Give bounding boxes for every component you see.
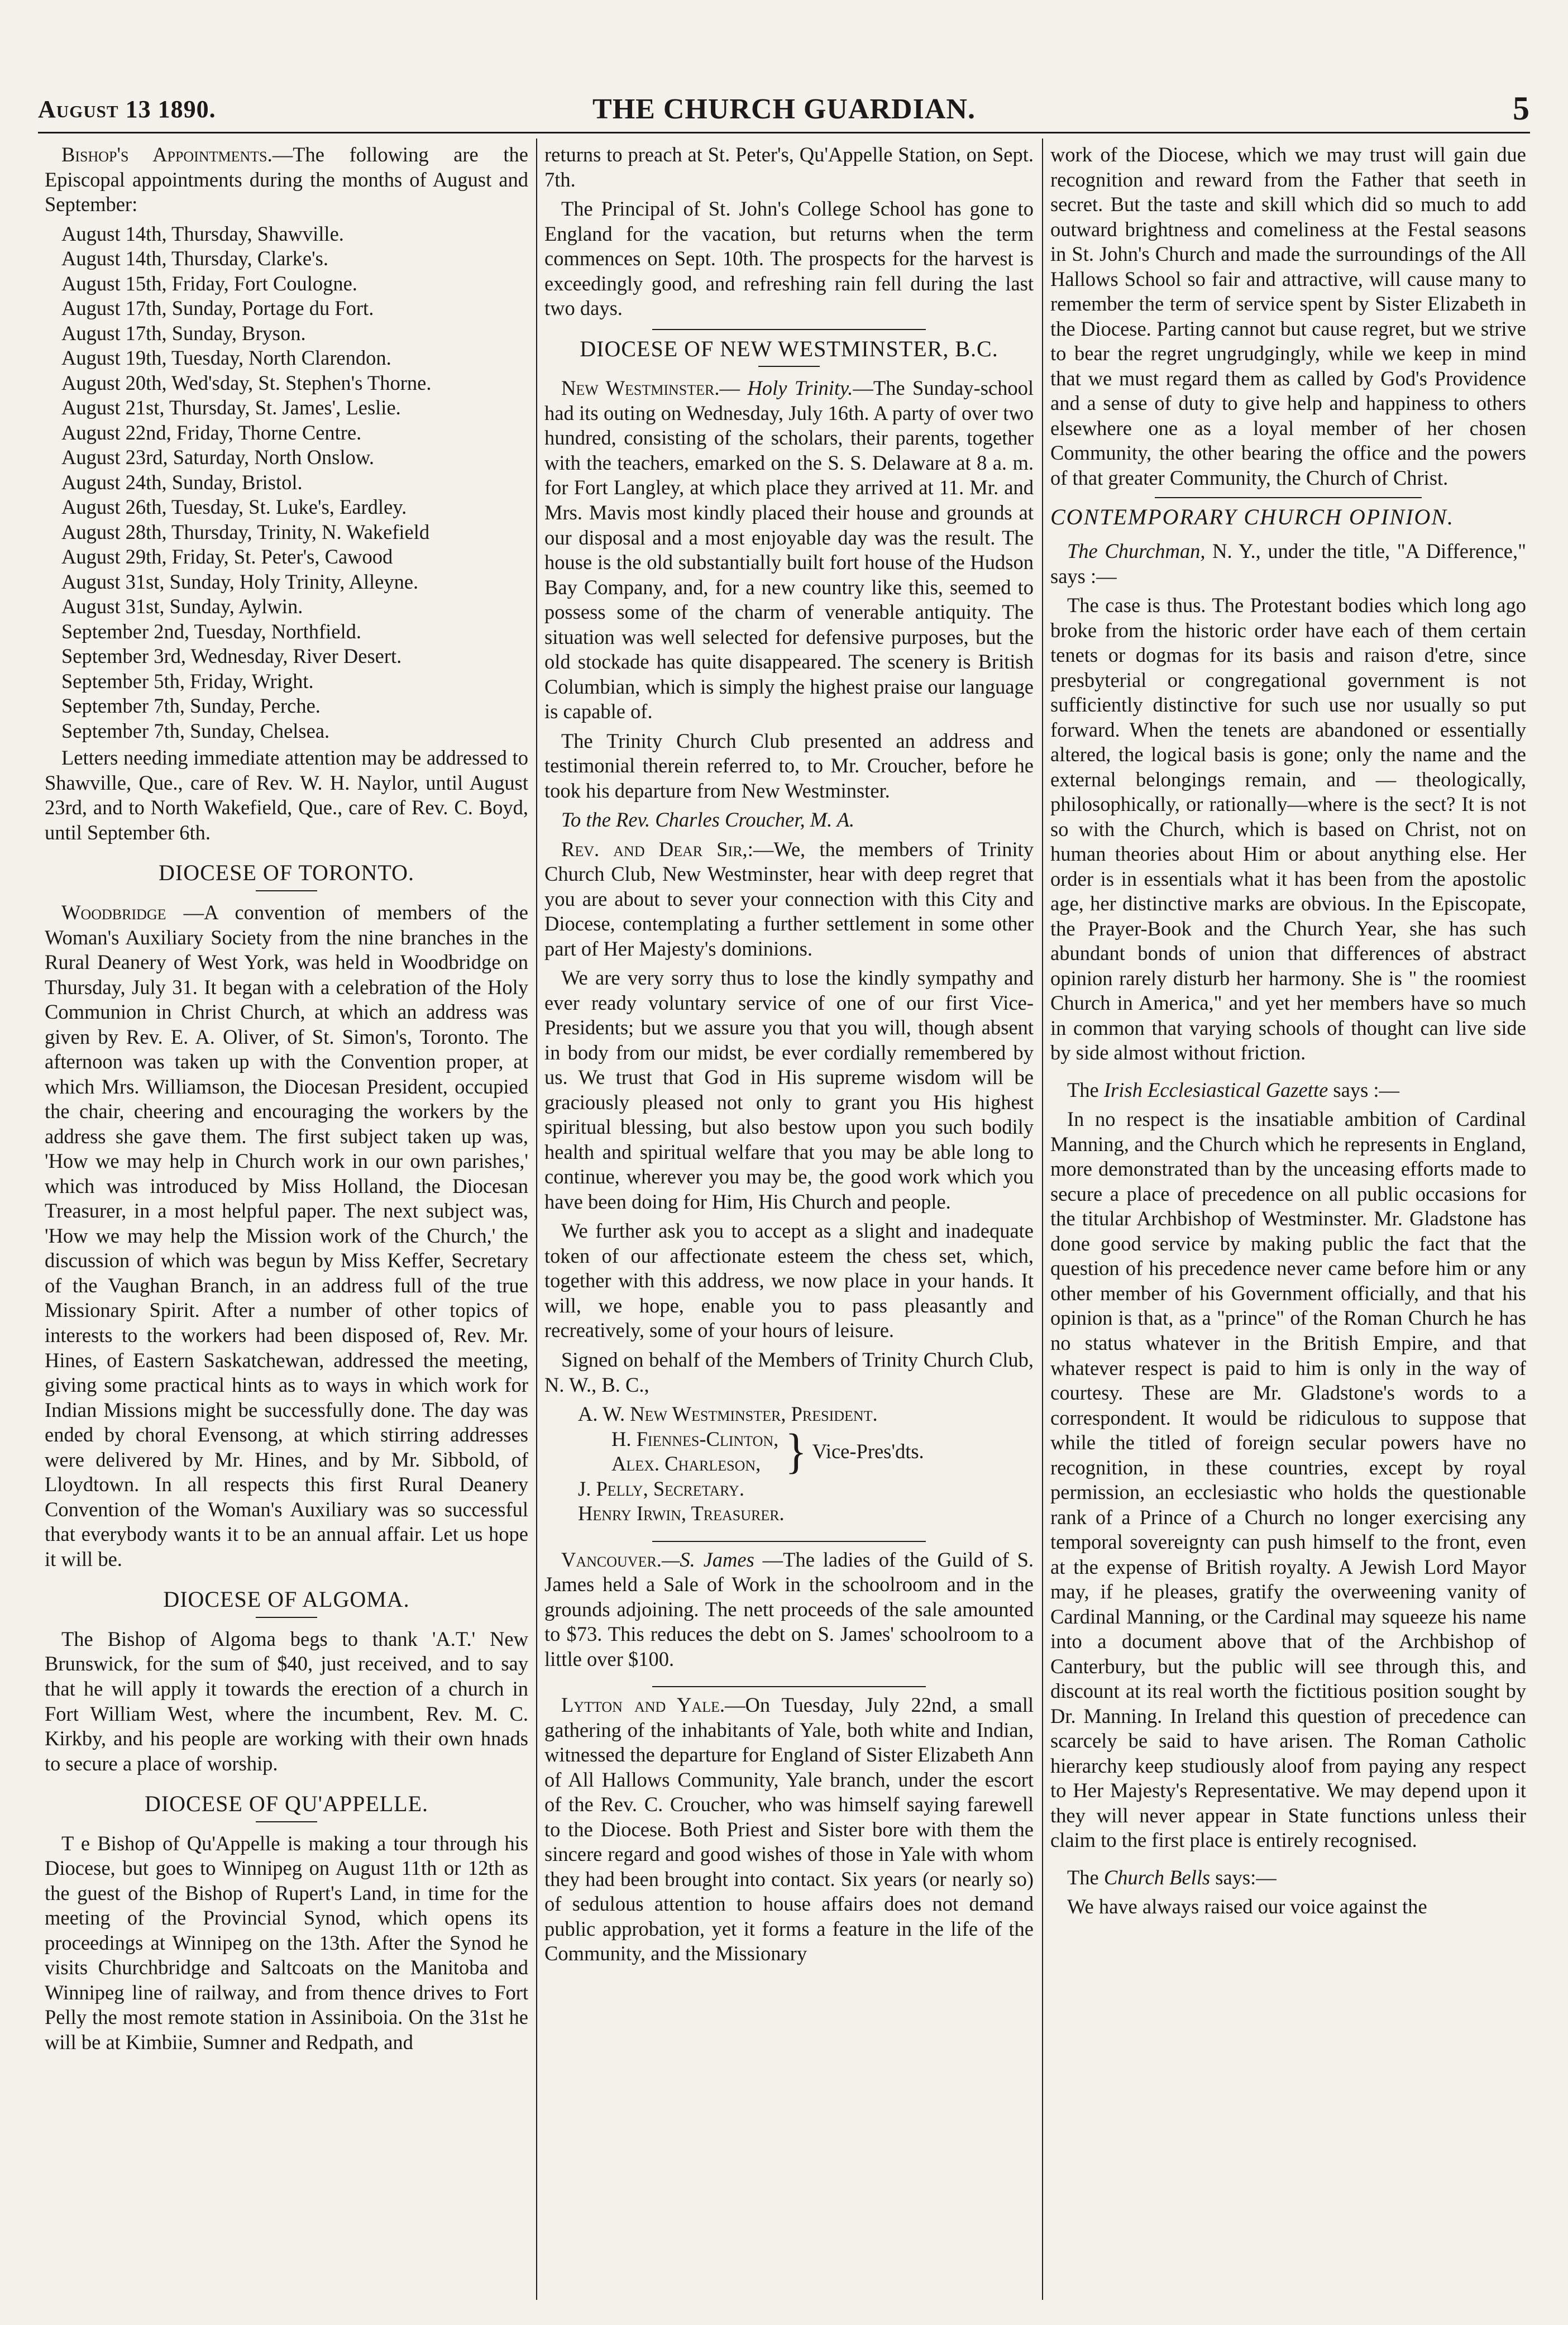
appointment-item: August 22nd, Friday, Thorne Centre.	[61, 421, 362, 444]
appointments-intro	[45, 142, 528, 217]
column-3	[1050, 142, 1526, 2303]
address-para-2: We are very sorry thus to lose the kindly sympathy and ever ready voluntary service of one of our first Vice-Presidents; but we assure you that you will, though absent in body from our midst, be ever cordially remembered by us. We trust that God in His supreme wisdom will be graciously pleased not only to grant you His highest spiritual blessing, but also bestow upon you such bodily health and spiritual welfare that you may be able long to continue, wherever you may be, the good work which you have been doing for Him, His Church and people.	[544, 966, 1034, 1213]
lytton-lead: Lytton and Yale.	[561, 1693, 725, 1717]
irish-intro-text: says :—	[1328, 1078, 1400, 1101]
divider	[256, 890, 317, 891]
signatories	[544, 1402, 1034, 1526]
appointment-item: September 7th, Sunday, Perche.	[61, 694, 321, 718]
signatory-vp-1: H. Fiennes-Clinton,	[611, 1427, 779, 1450]
header-rule	[38, 132, 1530, 133]
heading-algoma: DIOCESE OF ALGOMA.	[163, 1587, 410, 1612]
divider	[652, 1686, 926, 1687]
appointment-item: August 26th, Tuesday, St. Luke's, Eardley.	[61, 495, 407, 519]
column-1	[45, 142, 528, 2303]
signatory-president: A. W. New Westminster, President.	[578, 1402, 878, 1426]
signatory-vp-2: Alex. Charleson,	[611, 1452, 761, 1476]
appointment-item: August 29th, Friday, St. Peter's, Cawood	[61, 545, 393, 569]
irish-gazette-quote: In no respect is the insatiable ambition of Cardinal Manning, and the Church which he represents in England, more demonstrated than by the unceasing efforts made to secure a place of precedence on all public occasions for the titular Archbishop of Westminster. Mr. Gladstone has done good service by making public the fact that the question of his precedence never came before him or any other member of his Government officially, and that his opinion is that, as a "prince" of the Roman Church he has no status whatever in the British Empire, and that whatever respect is paid to him is only in the way of courtesy. These are Mr. Gladstone's words to a correspondent. It would be ridiculous to suppose that while the titled of foreign secular powers have no recognition, in these countries, except by royal permission, an ecclesiastic who holds the questionable rank of a Prince of a Church no longer exercising any temporal sovereignty can push himself to the front, even at the expense of British royalty. A Jewish Lord Mayor may, if he pleases, gratify the overweening vanity of Cardinal Manning, or the Cardinal may squeeze his name into a document above that of the Archbishop of Canterbury, but the public will see through this, and discount at its real worth the fictitious position sought by Dr. Manning. In Ireland this question of precedence can scarcely be said to have arisen. The Roman Catholic hierarchy keep studiously aloof from paying any respect to Her Majesty's Representative. We may depend upon it they will never appear in State functions unless their claim to the first place is entirely recognised.	[1050, 1107, 1526, 1852]
woodbridge-text: —A convention of members of the Woman's Auxiliary Society from the nine branches in the Rural Deanery of West York, was held in Woodbridge on Thursday, July 31. It began with a celebration of the Holy Communion in Christ Church, at which an address was given by Rev. E. A. Oliver, of St. Simon's, Toronto. The afternoon was taken up with the Convention proper, at which Mrs. Williamson, the Diocesan President, occupied the chair, cheering and encouraging the workers by the address she gave them. The first subject taken up was, 'How we may help in Church work in our own parishes,' which was introduced by Miss Holland, the Diocesan Treasurer, in a most helpful paper. The next subject was, 'How we may help the Mission work of the Church,' the discussion of which was begun by Miss Keffer, Secretary of the Vaughan Branch, in an address full of the true Missionary Spirit. After a number of other topics of interests to the workers had been disposed of, Rev. Mr. Hines, of Eastern Saskatchewan, addressed the meeting, giving some practical hints as to ways in which work for Indian Missions might be successfully done. The day was ended by choral Evensong, at which stirring addresses were delivered by Mr. Hines, and by Mr. Sibbold, of Lloydtown. In all respects this first Rural Deanery Convention of the Woman's Auxiliary was so successful that everybody wants it to be an annual affair. Let us hope it will be.	[45, 901, 528, 1570]
column-rule-1	[536, 139, 537, 2300]
churchman-name: The Churchman,	[1067, 540, 1206, 563]
churchman-intro	[1050, 539, 1526, 589]
appointment-item: September 3rd, Wednesday, River Desert.	[61, 644, 402, 668]
churchman-intro-text: N. Y., under the title, "A Difference," says :—	[1050, 540, 1526, 588]
appointment-item: September 7th, Sunday, Chelsea.	[61, 719, 330, 742]
appointment-item: August 21st, Thursday, St. James', Leslie.	[61, 396, 401, 419]
appointment-item: August 24th, Sunday, Bristol.	[61, 470, 303, 494]
bells-intro-text: says:—	[1210, 1865, 1277, 1889]
appointment-item: August 14th, Thursday, Clarke's.	[61, 247, 328, 270]
column-rule-2	[1042, 139, 1043, 2300]
signatory-treasurer: Henry Irwin, Treasurer.	[578, 1502, 785, 1525]
churchman-quote: The case is thus. The Protestant bodies which long ago broke from the historic order have each of them certain tenets or dogmas for its basis and raison d'etre, since presbyterial or congregational government is not sufficiently distinctive for such use nor usually so put forward. When the tenets are abandoned or essentially altered, the logical basis is gone; only the name and the external belongings remain, and — theologically, philosophically, or rationally—where is the sect? It is not so with the Church, which is based on Christ, not on human theories about Him or about anything else. Her order is in essentials what it has been from the apostolic age, her distinctive marks are obvious. In the Episcopate, the Prayer-Book and the Church Year, she has such abundant bonds of union that differences of abstract opinion rarely disturb her harmony. She is " the roomiest Church in America," and yet her members have so much in common that varying schools of thought can live side by side almost without friction.	[1050, 594, 1526, 1064]
vice-president-names	[578, 1427, 778, 1477]
address-signed: Signed on behalf of the Members of Trinity Church Club, N. W., B. C.,	[544, 1348, 1034, 1396]
vice-presidents	[544, 1424, 1034, 1479]
address-to-text: To the Rev. Charles Croucher, M. A.	[561, 808, 855, 832]
lytton-text: —On Tuesday, July 22nd, a small gathering of the inhabitants of Yale, both white and Indian, witnessed the departure for England of Sister Elizabeth Ann of All Hallows Community, Yale branch, under the escort of the Rev. C. Croucher, who was himself saying farewell to the Diocese. Both Priest and Sister bore with them the sincere regard and good wishes of those in Yale with whom they had been brought into contact. Six years (or nearly so) of sedulous attention to house affairs does not demand public approbation, yet it forms a feature in the life of the Community, and the Missionary	[544, 1693, 1034, 1965]
vancouver-lead: Vancouver.	[561, 1548, 662, 1571]
heading-quappelle: DIOCESE OF QU'APPELLE.	[144, 1791, 429, 1817]
page-number: 5	[1513, 90, 1530, 127]
vancouver-lead-italic: —S. James	[661, 1548, 754, 1571]
westminster-lead: New Westminster.—	[561, 376, 740, 400]
heading-new-westminster: DIOCESE OF NEW WESTMINSTER, B.C.	[580, 336, 998, 361]
club-text: The Trinity Church Club presented an address and testimonial therein referred to, to Mr. Croucher, before he took his departure from New Westminster.	[544, 729, 1034, 802]
divider	[652, 329, 926, 330]
appointment-item: August 15th, Friday, Fort Coulogne.	[61, 271, 357, 295]
appointment-item: August 17th, Sunday, Bryson.	[61, 321, 306, 345]
heading-toronto: DIOCESE OF TORONTO.	[159, 860, 414, 886]
signatory-secretary: J. Pelly, Secretary.	[578, 1477, 744, 1500]
appointment-item: August 28th, Thursday, Trinity, N. Wakefield	[61, 520, 430, 543]
divider	[256, 1617, 317, 1618]
appointment-item: September 5th, Friday, Wright.	[61, 669, 314, 693]
article-principal: The Principal of St. John's College School has gone to England for the vacation, but returns when the term commences on Sept. 10th. The prospects for the harvest is exceedingly good, and refreshing rain fell during the last two days.	[544, 197, 1034, 320]
heading-contemporary-opinion: CONTEMPORARY CHURCH OPINION.	[1050, 504, 1455, 530]
lytton-continued: work of the Diocese, which we may trust will gain due recognition and reward from the Father that seeth in secret. But the taste and skill which did so much to add outward brightness and comeliness at the Festal seasons in St. John's Church and made the surroundings of the All Hallows School so fair and attractive, will cause many to remember the term of service spent by Sister Elizabeth in the Diocese. Parting cannot but cause regret, but we strive to bear the regret ungrudgingly, while we keep in mind that we must regard them as called by God's Providence and a sense of duty to give help and happiness to others elsewhere one as a loyal member of her chosen Community, the other bearing the office and the powers of that greater Community, the Church of Christ.	[1050, 143, 1526, 489]
appointment-item: August 20th, Wed'sday, St. Stephen's Thorne.	[61, 371, 432, 394]
church-bells-intro	[1050, 1865, 1526, 1890]
column-2	[544, 142, 1034, 2303]
appointments-letters: Letters needing immediate attention may be addressed to Shawville, Que., care of Rev. W. H. Naylor, until August 23rd, and to North Wakefield, Que., care of Rev. C. Boyd, until September 6th.	[45, 746, 528, 844]
article-algoma: The Bishop of Algoma begs to thank 'A.T.' New Brunswick, for the sum of $40, just received, and to say that he will apply it towards the erection of a church in Fort William West, where the incumbent, Rev. M. C. Kirkby, and his people are working with their own hnads to secure a place of worship.	[45, 1627, 528, 1775]
article-woodbridge	[45, 900, 528, 1572]
article-lytton-yale	[544, 1693, 1034, 1966]
appointment-item: August 31st, Sunday, Aylwin.	[61, 595, 303, 618]
holy-trinity-text: —The Sunday-school had its outing on Wednesday, July 16th. A party of over two hundred, consisting of the scholars, their parents, together with the teachers, emarked on the S. S. Delaware at 8 a. m. for Fort Langley, at which place they arrived at 11. Mr. and Mrs. Mavis most kindly placed their house and grounds at our disposal and a most enjoyable day was the result. The house is the old substantially built fort house of the Hudson Bay Company, and, for a new country like this, seemed to possess some of the charm of venerable antiquity. The situation was well selected for defensive purposes, but the old stockade has quite disappeared. The scenery is British Columbian, which is simply the highest praise our language is capable of.	[544, 376, 1034, 723]
appointment-item: September 2nd, Tuesday, Northfield.	[61, 619, 361, 643]
irish-gazette-intro	[1050, 1078, 1526, 1103]
appointments-list	[45, 222, 528, 744]
appointment-item: August 14th, Thursday, Shawville.	[61, 222, 344, 245]
address-to	[544, 808, 1034, 833]
address-para-1	[544, 837, 1034, 962]
appointment-item: August 31st, Sunday, Holy Trinity, Alleyne.	[61, 570, 419, 593]
article-quappelle: T e Bishop of Qu'Appelle is making a tour through his Diocese, but goes to Winnipeg on August 11th or 12th as the guest of the Bishop of Rupert's Land, in time for the meeting of the Provincial Synod, which opens its proceedings at Winnipeg on the 13th. After the Synod he visits Churchbridge and Saltcoats on the Manitoba and Winnipeg line of railway, and from thence drives to Fort Pelly the most remote station in Assiniboia. On the 31st he will be at Kimbiie, Sumner and Redpath, and	[45, 1831, 528, 2054]
irish-intro-pre: The	[1067, 1078, 1104, 1101]
holy-trinity-lead: Holy Trinity.	[747, 376, 853, 400]
appointment-item: August 17th, Sunday, Portage du Fort.	[61, 297, 374, 320]
address-para-3: We further ask you to accept as a slight and inadequate token of our affectionate esteem the chess set, which, together with this address, we now place in your hands. It will, we hope, enable you to pass pleasantly and recreatively, some of your hours of leisure.	[544, 1219, 1034, 1342]
bells-intro-pre: The	[1067, 1865, 1104, 1889]
quappelle-continued: returns to preach at St. Peter's, Qu'Appelle Station, on Sept. 7th.	[544, 143, 1034, 191]
address-para-1-text: :—We, the members of Trinity Church Club, New Westminster, hear with deep regret that you are about to sever your connection with this City and Diocese, contemplating a further settlement in some other part of Her Majesty's dominions.	[544, 837, 1034, 960]
divider	[1155, 497, 1421, 498]
appointment-item: August 19th, Tuesday, North Clarendon.	[61, 346, 391, 370]
newspaper-title: THE CHURCH GUARDIAN.	[592, 93, 976, 125]
masthead	[38, 89, 1530, 130]
church-bells-name: Church Bells	[1103, 1865, 1211, 1889]
church-bells-quote: We have always raised our voice against the	[1067, 1895, 1427, 1918]
appointments-lead: Bishop's Appointments.	[61, 143, 273, 166]
divider	[652, 1541, 926, 1542]
issue-date: August 13 1890.	[38, 96, 216, 123]
irish-gazette-name: Irish Ecclesiastical Gazette	[1103, 1078, 1328, 1101]
address-salutation: Rev. and Dear Sir,	[561, 837, 748, 861]
article-holy-trinity	[544, 376, 1034, 724]
brace-glyph: }	[785, 1424, 807, 1479]
article-vancouver	[544, 1548, 1034, 1672]
appointments-intro-text: —The following are the Episcopal appointments during the months of August and September:	[45, 143, 528, 216]
appointment-item: August 23rd, Saturday, North Onslow.	[61, 446, 374, 469]
vice-presidents-label: Vice-Pres'dts.	[812, 1439, 924, 1463]
divider	[758, 366, 820, 367]
vancouver-text: —The ladies of the Guild of S. James held a Sale of Work in the schoolroom and in the grounds adjoining. The nett proceeds of the sale amounted to $73. This reduces the debt on S. James' schoolroom to a little over $100.	[544, 1548, 1034, 1670]
woodbridge-lead: Woodbridge	[61, 901, 166, 924]
divider	[256, 1821, 317, 1822]
